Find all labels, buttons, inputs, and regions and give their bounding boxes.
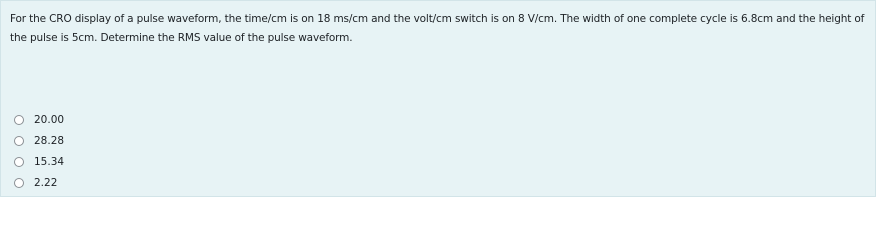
- question-text: For the CRO display of a pulse waveform, the time/cm is on 18 ms/cm and the volt/cm switch is on 8 V/cm. The width of one complete cycle is 6.8cm and the height of the pulse is 5cm. Determine the RMS value of the pulse waveform.: [10, 13, 865, 44]
- answer-label: 15.34: [34, 155, 65, 168]
- answer-label: 20.00: [34, 113, 65, 126]
- radio-button-icon[interactable]: [14, 157, 24, 167]
- radio-button-icon[interactable]: [14, 115, 24, 125]
- answer-label: 28.28: [34, 134, 65, 147]
- radio-button-icon[interactable]: [14, 178, 24, 188]
- answer-option-2[interactable]: [14, 130, 64, 151]
- answer-option-4[interactable]: [14, 172, 64, 193]
- answer-option-1[interactable]: [14, 109, 64, 130]
- answer-option-3[interactable]: [14, 151, 64, 172]
- radio-button-icon[interactable]: [14, 136, 24, 146]
- answer-label: 2.22: [34, 176, 58, 189]
- answer-options: [14, 109, 64, 193]
